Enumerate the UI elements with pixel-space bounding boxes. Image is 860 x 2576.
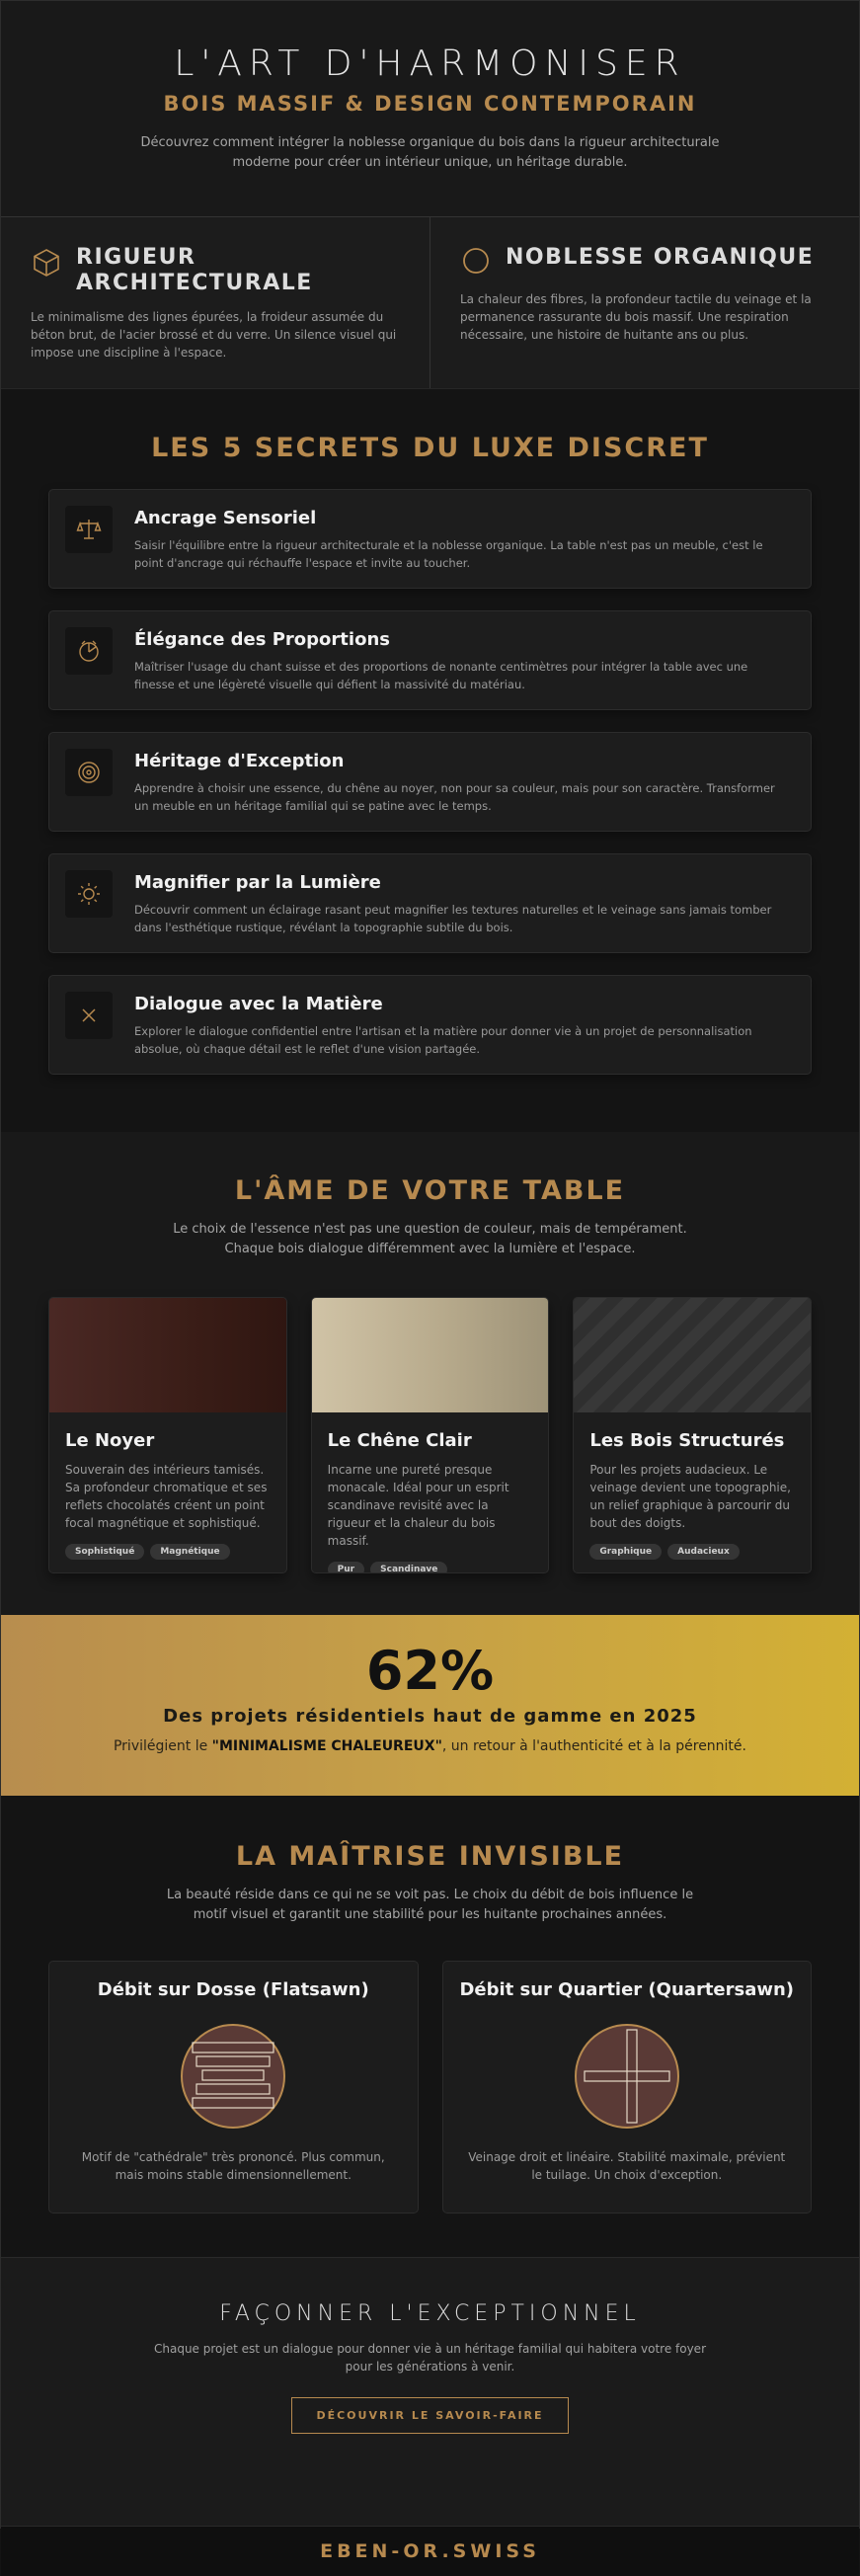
cross-icon	[76, 1003, 102, 1028]
stat-note: Privilégient le "MINIMALISME CHALEUREUX", un retour à l'authenticité et à la pérennité.	[113, 1738, 746, 1754]
contrast-title: NOBLESSE ORGANIQUE	[506, 245, 815, 270]
secrets-section	[1, 389, 859, 1132]
tag: Audacieux	[667, 1544, 740, 1560]
wood-tags	[589, 1544, 795, 1560]
secrets-list	[48, 489, 812, 1075]
cut-title: Débit sur Dosse (Flatsawn)	[97, 1979, 369, 2000]
contrast-noblesse	[430, 217, 859, 388]
secret-card	[48, 489, 812, 589]
secret-text: Apprendre à choisir une essence, du chêne au noyer, non pour sa couleur, mais pour son caractère. Transformer un meuble en un héritage familial qui se patine avec le temps.	[134, 781, 775, 813]
secret-card	[48, 610, 812, 710]
quartersawn-diagram	[573, 2022, 681, 2131]
woods-title: L'ÂME DE VOTRE TABLE	[234, 1175, 626, 1206]
wood-tags	[328, 1562, 533, 1573]
cta-title: FAÇONNER L'EXCEPTIONNEL	[219, 2301, 641, 2326]
tag: Magnétique	[150, 1544, 229, 1560]
mastery-section	[1, 1796, 859, 2258]
secrets-title: LES 5 SECRETS DU LUXE DISCRET	[151, 433, 709, 463]
discover-button[interactable]: DÉCOUVRIR LE SAVOIR-FAIRE	[291, 2397, 568, 2434]
wood-tags	[65, 1544, 271, 1560]
balance-scale-icon	[76, 517, 102, 542]
contrast-text: Le minimalisme des lignes épurées, la froideur assumée du béton brut, de l'acier brossé et du verre. Un silence visuel qui impose une discipline à l'espace.	[31, 310, 397, 360]
cta-section	[1, 2258, 859, 2527]
wood-text: Souverain des intérieurs tamisés. Sa profondeur chromatique et ses reflets chocolatés créent un point focal magnétique et sophistiqué.	[65, 1463, 268, 1530]
tag: Scandinave	[370, 1562, 447, 1573]
woods-description: Le choix de l'essence n'est pas une question de couleur, mais de tempérament. Chaque bois dialogue différemment avec la lumière et l'espace.	[173, 1222, 687, 1256]
contrast-title: RIGUEUR ARCHITECTURALE	[76, 245, 313, 295]
cut-text: Veinage droit et linéaire. Stabilité maximale, prévient le tuilage. Un choix d'exception.	[468, 2150, 786, 2182]
page	[1, 1, 859, 2576]
secret-text: Découvrir comment un éclairage rasant peut magnifier les textures naturelles et le veinage sans jamais tomber dans l'esthétique rustique, révélant la topographie subtile du bois.	[134, 903, 772, 934]
target-icon	[76, 760, 102, 785]
secret-card	[48, 732, 812, 832]
stat-value: 62%	[365, 1640, 495, 1702]
secret-title: Dialogue avec la Matière	[134, 994, 383, 1014]
cta-text: Chaque projet est un dialogue pour donner vie à un héritage familial qui habitera votre foyer pour les générations à venir.	[153, 2342, 706, 2374]
wood-swatch	[574, 1298, 811, 1412]
secret-card	[48, 975, 812, 1075]
wood-card-structures	[573, 1297, 812, 1573]
wood-title: Les Bois Structurés	[589, 1430, 785, 1451]
woods-section	[1, 1132, 859, 1615]
secret-title: Héritage d'Exception	[134, 751, 345, 771]
secret-title: Élégance des Proportions	[134, 629, 390, 650]
wood-title: Le Noyer	[65, 1430, 155, 1451]
stat-banner	[1, 1615, 859, 1796]
secret-title: Ancrage Sensoriel	[134, 508, 317, 528]
tag: Graphique	[589, 1544, 662, 1560]
wood-swatch	[312, 1298, 549, 1412]
contrast-text: La chaleur des fibres, la profondeur tactile du veinage et la permanence rassurante du bois massif. Une respiration nécessaire, une histoire de huitante ans ou plus.	[460, 292, 812, 342]
wood-swatch	[49, 1298, 286, 1412]
proportion-icon	[76, 638, 102, 664]
circle-icon	[460, 247, 492, 279]
cuts-grid	[48, 1961, 812, 2214]
hero-section	[1, 1, 859, 217]
cut-title: Débit sur Quartier (Quartersawn)	[459, 1979, 795, 2000]
wood-card-noyer	[48, 1297, 287, 1573]
cut-text: Motif de "cathédrale" très prononcé. Plus commun, mais moins stable dimensionnellement.	[81, 2150, 385, 2182]
stat-label: Des projets résidentiels haut de gamme en 2025	[163, 1706, 697, 1727]
footer-brand: EBEN-OR.SWISS	[1, 2527, 859, 2576]
hero-subtitle: BOIS MASSIF & DESIGN CONTEMPORAIN	[163, 92, 697, 116]
contrast-section	[1, 217, 859, 389]
secret-title: Magnifier par la Lumière	[134, 872, 381, 893]
sun-icon	[76, 881, 102, 907]
secret-text: Saisir l'équilibre entre la rigueur architecturale et la noblesse organique. La table n'est pas un meuble, c'est le point d'ancrage qui réchauffe l'espace et invite au toucher.	[134, 538, 763, 570]
flatsawn-diagram	[179, 2022, 287, 2131]
mastery-title: LA MAÎTRISE INVISIBLE	[235, 1841, 625, 1872]
secret-card	[48, 853, 812, 953]
cut-card-quartersawn	[442, 1961, 813, 2214]
hero-description: Découvrez comment intégrer la noblesse organique du bois dans la rigueur architecturale moderne pour créer un intérieur unique, un héritage durable.	[140, 135, 720, 170]
wood-text: Incarne une pureté presque monacale. Idéal pour un esprit scandinave revisité avec la rigueur et la chaleur du bois massif.	[327, 1463, 509, 1548]
secret-text: Explorer le dialogue confidentiel entre l'artisan et la matière pour donner vie à un projet de personnalisation absolue, où chaque détail est le reflet d'une vision partagée.	[134, 1024, 752, 1056]
tag: Pur	[328, 1562, 364, 1573]
hero-title: L'ART D'HARMONISER	[174, 43, 686, 84]
contrast-rigueur	[1, 217, 430, 388]
tag: Sophistiqué	[65, 1544, 144, 1560]
mastery-description: La beauté réside dans ce qui ne se voit pas. Le choix du débit de bois influence le motif visuel et garantit une stabilité pour les huitante prochaines années.	[166, 1888, 694, 1922]
secret-text: Maîtriser l'usage du chant suisse et des proportions de nonante centimètres pour intégrer la table avec une finesse et une légèreté visuelle qui défient la massivité du matériau.	[134, 660, 748, 691]
wood-card-chene	[311, 1297, 550, 1573]
woods-grid	[48, 1297, 812, 1573]
wood-title: Le Chêne Clair	[327, 1430, 472, 1451]
cube-icon	[31, 247, 62, 279]
cut-card-flatsawn	[48, 1961, 419, 2214]
wood-text: Pour les projets audacieux. Le veinage devient une topographie, un relief graphique à parcourir du bout des doigts.	[589, 1463, 791, 1530]
